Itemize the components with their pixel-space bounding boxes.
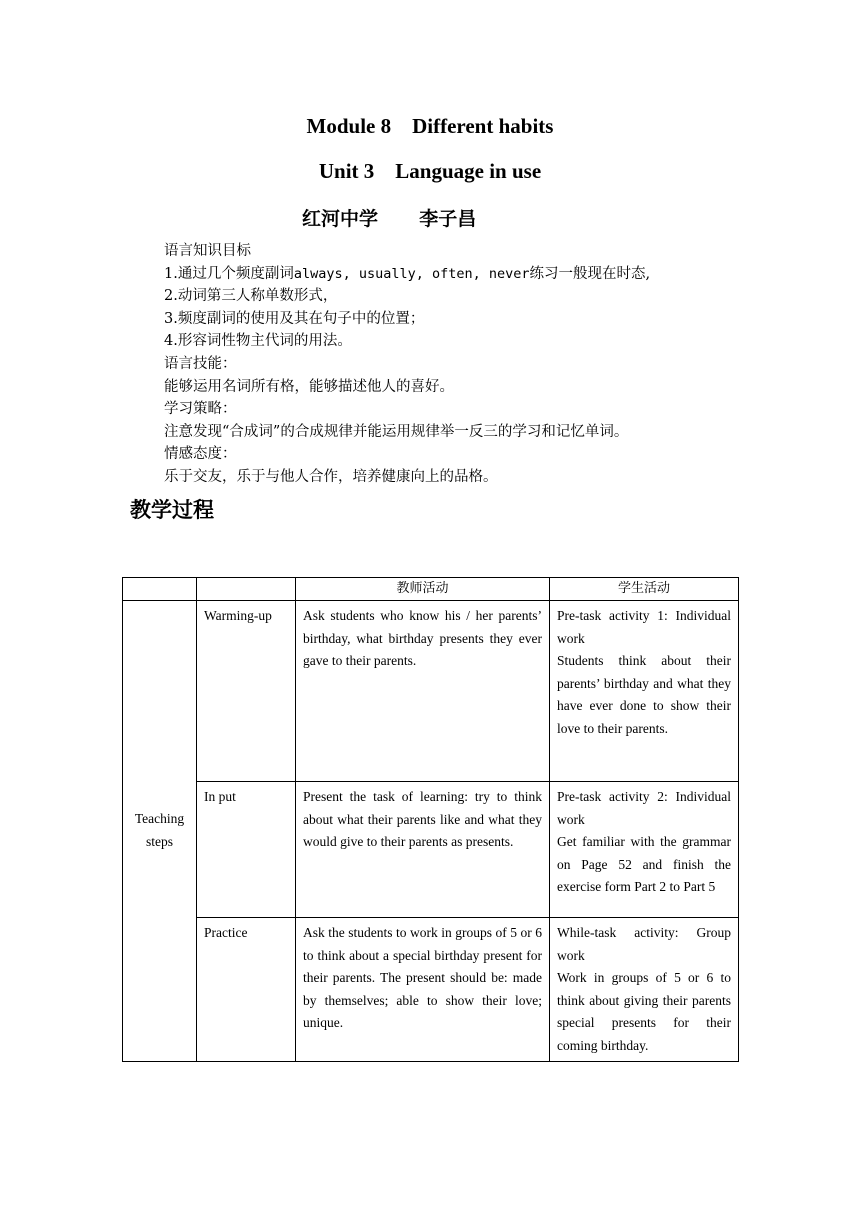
objective-item-2: 2.动词第三人称单数形式，: [164, 288, 338, 305]
header-empty-cell: [123, 578, 197, 601]
frequency-adverbs: always, usually, often, never: [293, 265, 530, 282]
school-author: 红河中学 李子昌: [302, 208, 477, 230]
objective-item-3: 3.频度副词的使用及其在句子中的位置；: [164, 310, 425, 327]
teacher-activity-cell: Ask the students to work in groups of 5 or 6 to think about a special birthday present for their parents. The present should be: made by themselves; able to show their love; unique.: [296, 918, 550, 1062]
student-activity-title: Pre-task activity 1: Individual work: [557, 608, 731, 646]
teacher-activity-cell: Present the task of learning: try to think about what their parents like and what they would give to their parents as presents.: [296, 782, 550, 918]
objective-item-1-prefix: 1.通过几个频度副词: [164, 265, 294, 282]
table-header-row: [123, 578, 739, 601]
objective-item-1: [164, 263, 844, 286]
teacher-activity-cell: Ask students who know his / her parents’ birthday, what birthday presents they ever gave to their parents.: [296, 601, 550, 782]
objective-item-1-suffix: 练习一般现在时态,: [529, 265, 651, 282]
student-activity-text: Work in groups of 5 or 6 to think about giving their parents special presents for their coming birthday.: [557, 970, 731, 1053]
table-row: [123, 918, 739, 1062]
stage-cell: Practice: [197, 918, 296, 1062]
table-row: [123, 782, 739, 918]
objectives-section: [164, 240, 844, 489]
student-activity-text: Students think about their parents’ birthday and what they have ever done to show their love to their parents.: [557, 653, 731, 736]
table-row: [123, 601, 739, 782]
student-activity-title: While-task activity: Group work: [557, 925, 731, 963]
module-title: Module 8 Different habits: [306, 114, 554, 138]
header-empty-cell: [197, 578, 296, 601]
stage-cell: Warming-up: [197, 601, 296, 782]
teaching-steps-table: [122, 577, 739, 1062]
unit-title: Unit 3 Language in use: [318, 159, 542, 183]
section-label: Teaching steps: [123, 601, 197, 1062]
student-activity-cell: [550, 918, 739, 1062]
strategy-text: 注意发现“合成词”的合成规律并能运用规律举一反三的学习和记忆单词。: [164, 423, 629, 440]
skills-text: 能够运用名词所有格，能够描述他人的喜好。: [164, 378, 454, 395]
stage-cell: In put: [197, 782, 296, 918]
student-activity-text: Get familiar with the grammar on Page 52 and finish the exercise form Part 2 to Part 5: [557, 834, 731, 895]
skills-heading: 语言技能：: [164, 355, 237, 372]
student-activity-cell: [550, 782, 739, 918]
attitude-heading: 情感态度：: [164, 446, 237, 463]
header-teacher-activity: 教师活动: [296, 578, 550, 601]
attitude-text: 乐于交友，乐于与他人合作，培养健康向上的品格。: [164, 468, 498, 485]
knowledge-heading: 语言知识目标: [164, 243, 251, 259]
student-activity-cell: [550, 601, 739, 782]
header-student-activity: 学生活动: [550, 578, 739, 601]
objective-item-4: 4.形容词性物主代词的用法。: [164, 333, 352, 350]
student-activity-title: Pre-task activity 2: Individual work: [557, 789, 731, 827]
process-heading: 教学过程: [130, 498, 214, 522]
strategy-heading: 学习策略：: [164, 401, 237, 418]
